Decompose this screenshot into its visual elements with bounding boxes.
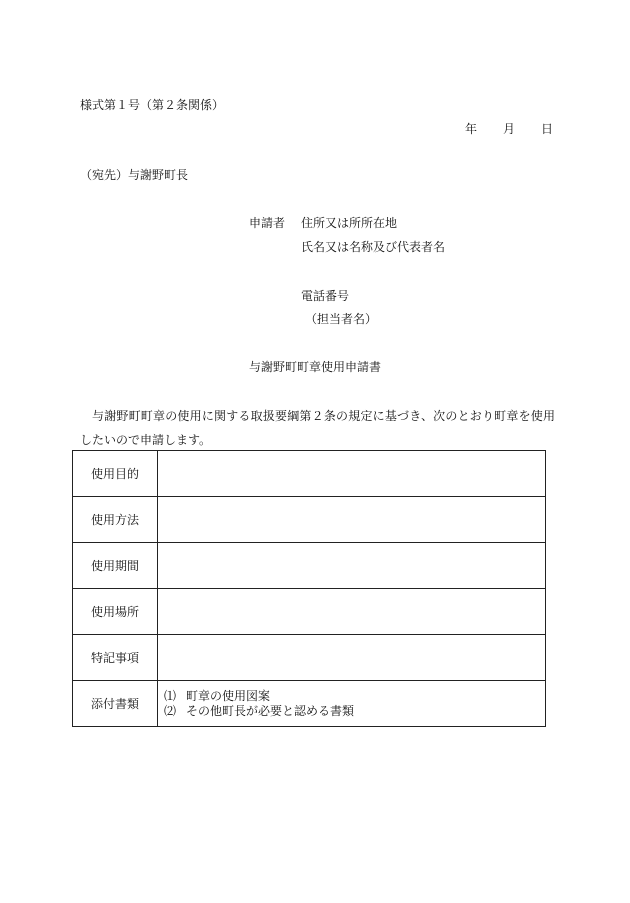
- row-label-attachments: 添付書類: [73, 681, 158, 727]
- table-row: [73, 543, 546, 589]
- attachment-text: 町章の使用図案: [186, 688, 271, 703]
- date-line: [465, 120, 553, 137]
- date-month: 月: [503, 122, 516, 136]
- applicant-phone-label: 電話番号: [301, 289, 350, 303]
- row-label-method: 使用方法: [73, 497, 158, 543]
- attachment-item: [164, 689, 545, 704]
- attachment-item: [164, 704, 545, 719]
- row-label-purpose: 使用目的: [73, 451, 158, 497]
- attachment-number: ⑵: [164, 703, 177, 718]
- row-label-period: 使用期間: [73, 543, 158, 589]
- applicant-contact-label: （担当者名）: [305, 312, 378, 326]
- field-period[interactable]: [158, 543, 546, 589]
- table-row: [73, 681, 546, 727]
- row-label-notes: 特記事項: [73, 635, 158, 681]
- table-row: [73, 589, 546, 635]
- attachment-number: ⑴: [164, 688, 177, 703]
- table-row: [73, 635, 546, 681]
- document-body: 与謝野町町章の使用に関する取扱要綱第２条の規定に基づき、次のとおり町章を使用したいので申請します。: [80, 409, 555, 447]
- attachment-text: その他町長が必要と認める書類: [186, 703, 355, 718]
- document-title: 与謝野町町章使用申請書: [249, 360, 382, 374]
- applicant-address-label: 住所又は所所在地: [301, 216, 398, 230]
- recipient: （宛先）与謝野町長: [80, 168, 189, 182]
- application-table: [72, 450, 546, 727]
- table-row: [73, 497, 546, 543]
- date-year: 年: [465, 122, 478, 136]
- field-notes[interactable]: [158, 635, 546, 681]
- applicant-label: 申請者: [249, 216, 286, 230]
- row-label-place: 使用場所: [73, 589, 158, 635]
- date-day: 日: [541, 122, 554, 136]
- table-row: [73, 451, 546, 497]
- field-attachments: [158, 681, 546, 727]
- applicant-name-label: 氏名又は名称及び代表者名: [301, 240, 446, 254]
- field-method[interactable]: [158, 497, 546, 543]
- field-place[interactable]: [158, 589, 546, 635]
- field-purpose[interactable]: [158, 451, 546, 497]
- form-number: 様式第１号（第２条関係）: [80, 98, 225, 112]
